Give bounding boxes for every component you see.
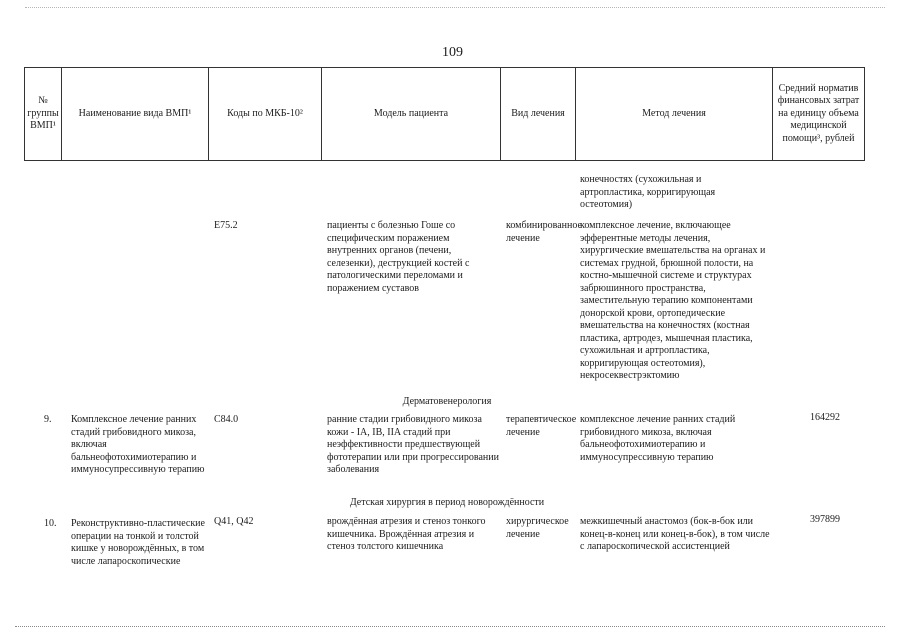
scan-edge-bottom <box>15 626 885 627</box>
section-heading-dermatovenerology: Дерматовенерология <box>402 396 492 407</box>
row9-treatment-type: терапевтическое лечение <box>506 414 577 438</box>
row9-group-no: 9. <box>44 414 52 425</box>
header-bottom-border <box>24 160 865 161</box>
row10-group-no: 10. <box>44 518 57 529</box>
row10-average-cost: 397899 <box>810 514 840 525</box>
scan-edge-top <box>25 7 885 8</box>
header-treatment-method: Метод лечения <box>642 107 706 119</box>
page-number: 109 <box>442 45 463 60</box>
row10-patient-model: врождённая атрезия и стеноз тонкого кишечника. Врождённая атрезия и стеноз толстого кишечника <box>327 516 486 552</box>
row10-treatment-type: хирургическое лечение <box>506 516 569 540</box>
row9-vmp-name: Комплексное лечение ранних стадий грибовидного микоза, включая бальнеофотохимиотерапию и иммуносупрессивную терапию <box>71 414 205 475</box>
section-heading-neonatal-surgery: Детская хирургия в период новорождённости <box>349 497 545 508</box>
row9-average-cost: 164292 <box>810 412 840 423</box>
row9-method: комплексное лечение ранних стадий грибовидного микоза, включая бальнеофотохимиотерапию и иммуносупрессивную терапию <box>580 414 736 463</box>
row-e752-patient-model: пациенты с болезнью Гоше со специфическим поражением внутренних органов (печени, селезенки), деструкцией костей с патологическими переломами и поражением суставов <box>327 220 470 294</box>
header-patient-model: Модель пациента <box>373 107 449 119</box>
row10-method: межкишечный анастомоз (бок-в-бок или конец-в-конец или конец-в-бок), в том числе с лапароскопической ассистенцией <box>580 516 770 552</box>
header-icd-codes: Коды по МКБ-10² <box>227 107 303 119</box>
row-e752-codes: E75.2 <box>214 220 238 231</box>
header-vmp-name: Наименование вида ВМП¹ <box>78 107 192 119</box>
header-treatment-type: Вид лечения <box>511 107 565 119</box>
header-average-cost: Средний норматив финансовых затрат на единицу объема медицинской помощи³, рублей <box>777 82 860 144</box>
row9-patient-model: ранние стадии грибовидного микоза кожи - IA, IB, IIA стадий при неэффективности предшествующей фототерапии или при прогрессировании заболевания <box>327 414 499 475</box>
row10-vmp-name: Реконструктивно-пластические операции на тонкой и толстой кишке у новорождённых, в том числе лапароскопические <box>71 518 205 567</box>
row-e752-method: комплексное лечение, включающее эфферентные методы лечения, хирургические вмешательства на органах и системах грудной, брюшной полости, на костно-мышечной системе и структурах забрюшинного пространства, заместительную терапию компонентами донорской крови, ортопедические вмешательства на конечностях (костная пластика, артродез, мышечная пластика, сухожильная и артропластика, корригирующая остеотомия), некросеквестрэктомию <box>580 220 766 381</box>
continuation-method: конечностях (сухожильная и артропластика, корригирующая остеотомия) <box>580 174 716 210</box>
header-group-no: № группы ВМП¹ <box>27 95 59 132</box>
header-col-divider <box>864 67 865 161</box>
row-e752-treatment-type: комбинированное лечение <box>506 220 582 244</box>
row10-icd-codes: Q41, Q42 <box>214 516 254 527</box>
row9-icd-codes: C84.0 <box>214 414 239 425</box>
